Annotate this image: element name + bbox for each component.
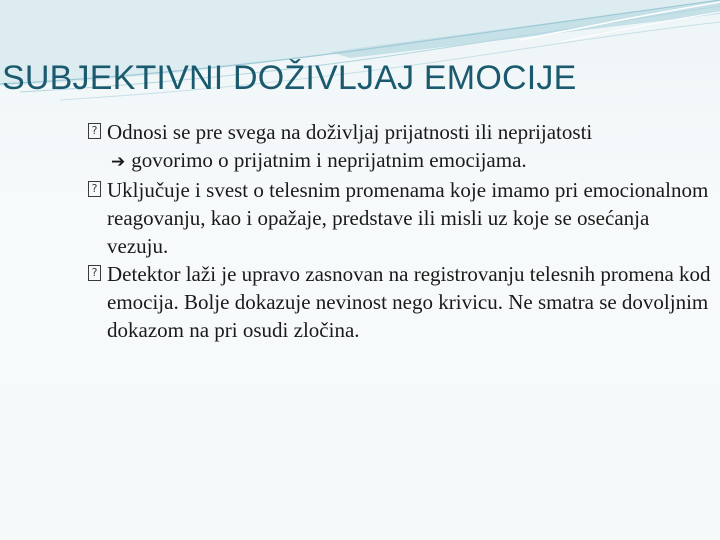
bullet-item — [88, 118, 713, 176]
bullet-subtext-label: govorimo o prijatnim i neprijatnim emocijama. — [131, 148, 527, 172]
bullet-glyph: ? — [88, 265, 101, 281]
bullet-subtext — [107, 146, 713, 176]
bullet-item — [88, 176, 713, 260]
bullet-text: Uključuje i svest o telesnim promenama koje imamo pri emocionalnom reagovanju, kao i opažaje, predstave ili misli uz koje se osećanja vezuju. — [107, 178, 709, 258]
bullet-text: Odnosi se pre svega na doživljaj prijatnosti ili neprijatosti — [107, 120, 593, 144]
bullet-glyph: ? — [88, 123, 101, 139]
bullet-glyph: ? — [88, 181, 101, 197]
bullet-text: Detektor laži je upravo zasnovan na registrovanju telesnih promena kod emocija. Bolje dokazuje nevinost nego krivicu. Ne smatra se dovoljnim dokazom na pri osudi zločina. — [107, 262, 711, 342]
bullet-list — [88, 118, 713, 344]
arrow-right-icon: ➔ — [111, 152, 126, 172]
bullet-item — [88, 260, 713, 344]
slide-title: SUBJEKTIVNI DOŽIVLJAJ EMOCIJE — [2, 59, 577, 97]
